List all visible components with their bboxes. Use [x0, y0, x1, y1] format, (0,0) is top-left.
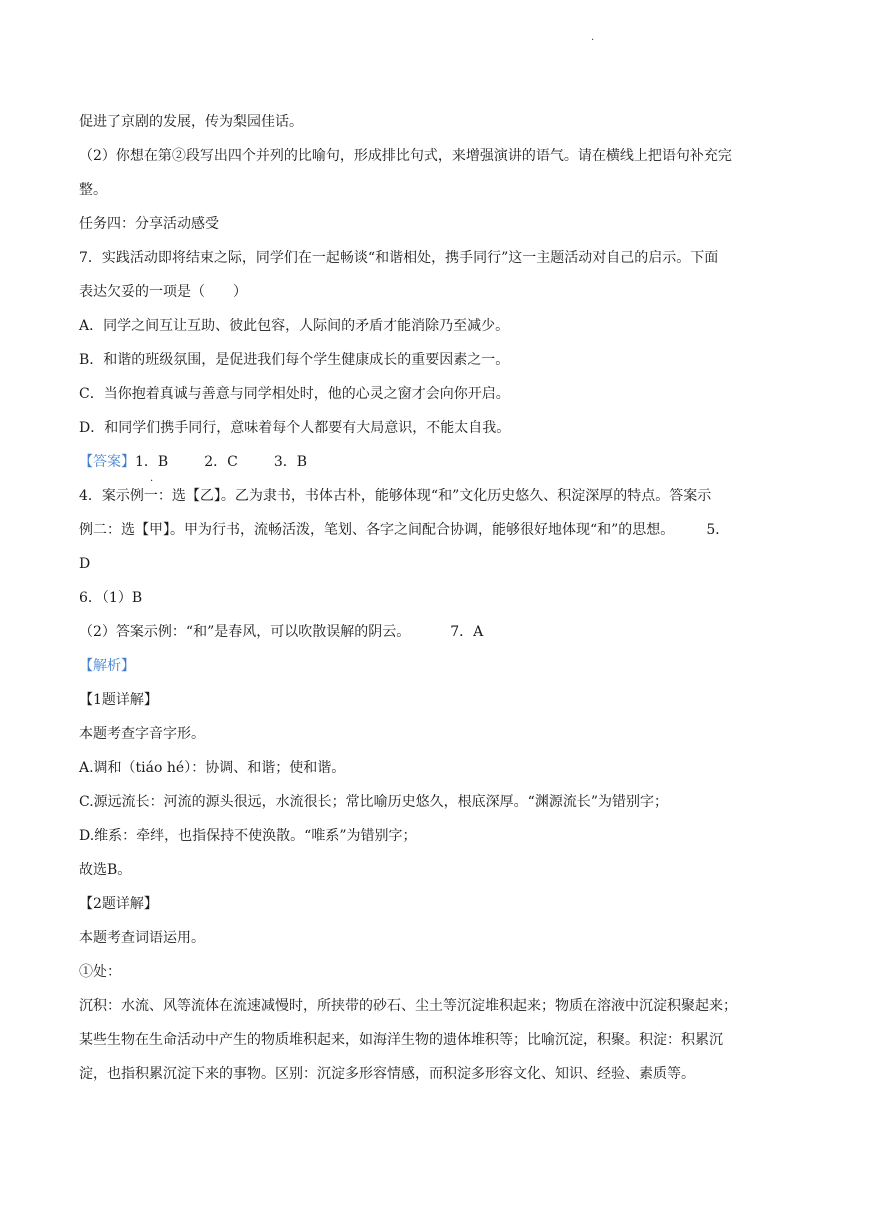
- q2-paragraph-1: 沉积：水流、风等流体在流速减慢时，所挟带的砂石、尘土等沉淀堆积起来；物质在溶液中沉淀积聚起来；: [79, 998, 737, 1014]
- answer-4-line1: 4．案示例一：选【乙】。乙为隶书，书体古朴，能够体现“和”文化历史悠久、积淀深厚的特点。答案示: [79, 488, 712, 504]
- question-7-stem: 表达欠妥的一项是（ ）: [79, 284, 247, 300]
- answer-6-2: （2）答案示例：“和”是春风，可以吹散误解的阴云。: [79, 624, 411, 640]
- q2-intro: 本题考查词语运用。: [79, 930, 205, 946]
- q2-paragraph-3: 淀，也指积累沉淀下来的事物。区别：沉淀多形容情感，而积淀多形容文化、知识、经验、素质等。: [79, 1066, 695, 1082]
- q1-option-d: D.维系：牵绊，也指保持不使涣散。“唯系”为错别字；: [79, 828, 417, 844]
- task-four-heading: 任务四：分享活动感受: [79, 216, 219, 232]
- answer-4-line2: [79, 517, 791, 551]
- answer-dot: .: [150, 473, 154, 484]
- q1-option-a: A.调和（tiáo hé）：协调、和谐；使和谐。: [79, 760, 346, 776]
- answer-label: 【答案】: [79, 454, 135, 470]
- q1-option-c: C.源远流长：河流的源头很远，水流很长；常比喻历史悠久，根底深厚。“渊源流长”为错别字；: [79, 794, 668, 810]
- q2-title: 【2题详解】: [79, 896, 158, 912]
- text-line: 整。: [79, 182, 107, 198]
- document-body: [79, 109, 791, 1095]
- question-7: 7．实践活动即将结束之际，同学们在一起畅谈“和谐相处，携手同行”这一主题活动对自己的启示。下面: [79, 250, 719, 266]
- answer-1: 1．B: [135, 454, 169, 470]
- option-c: C．当你抱着真诚与善意与同学相处时，他的心灵之窗才会向你开启。: [79, 386, 510, 402]
- q2-paragraph-2: 某些生物在生命活动中产生的物质堆积起来，如海洋生物的遗体堆积等；比喻沉淀，积聚。积淀：积累沉: [79, 1032, 723, 1048]
- header-dot: .: [591, 32, 595, 43]
- option-d: D．和同学们携手同行，意味着每个人都要有大局意识，不能太自我。: [79, 420, 511, 436]
- answer-6-2-line: [79, 619, 791, 653]
- analysis-label: 【解析】: [79, 658, 135, 674]
- option-b: B．和谐的班级氛围，是促进我们每个学生健康成长的重要因素之一。: [79, 352, 510, 368]
- answer-6-1: 6．（1）B: [79, 590, 143, 606]
- answer-2: 2．C: [204, 454, 238, 470]
- option-a: A．同学之间互让互助、彼此包容，人际间的矛盾才能消除乃至减少。: [79, 318, 510, 334]
- q2-point: ①处：: [79, 964, 121, 980]
- answer-5-value: D: [79, 556, 91, 572]
- answer-line: [79, 449, 791, 483]
- answer-3: 3．B: [273, 454, 308, 470]
- q1-conclusion: 故选B。: [79, 862, 132, 878]
- answer-7: 7．A: [450, 624, 484, 640]
- answer-4-text: 例二：选【甲】。甲为行书，流畅活泼，笔划、各字之间配合协调，能够很好地体现“和”的思想。: [79, 522, 675, 538]
- question-6-2: （2）你想在第②段写出四个并列的比喻句，形成排比句式，来增强演讲的语气。请在横线上把语句补充完: [79, 148, 732, 164]
- text-line: 促进了京剧的发展，传为梨园佳话。: [79, 114, 303, 130]
- q1-title: 【1题详解】: [79, 692, 158, 708]
- q1-intro: 本题考查字音字形。: [79, 726, 205, 742]
- answer-5-num: 5．: [706, 522, 730, 538]
